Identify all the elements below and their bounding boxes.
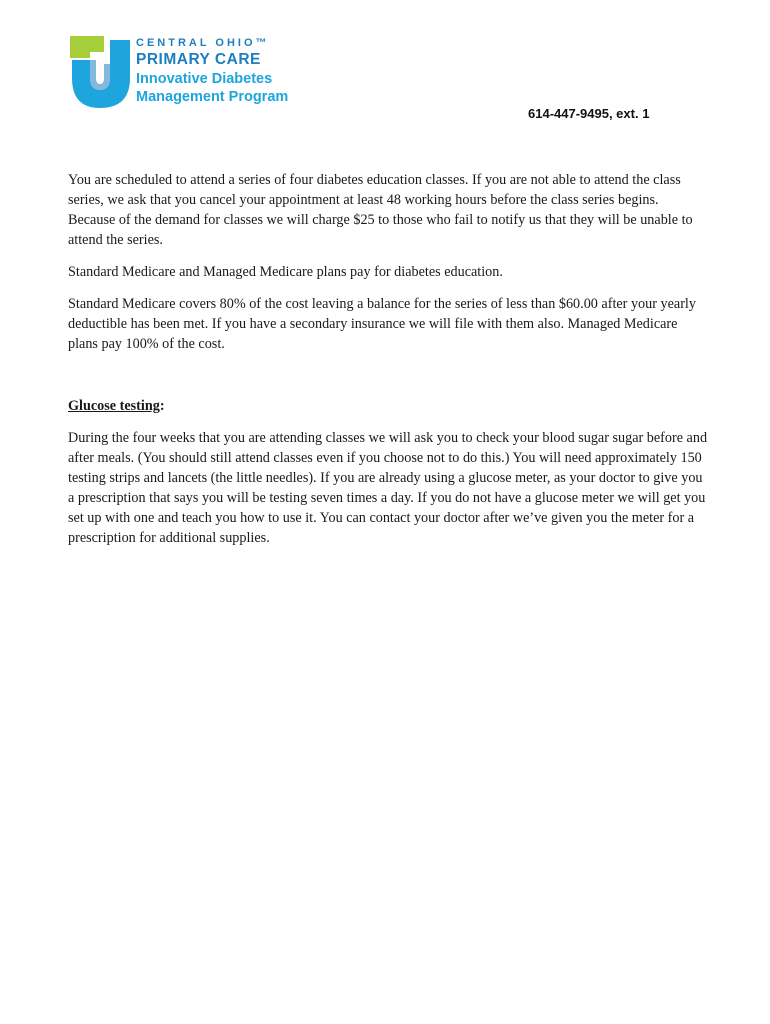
- paragraph-medicare-coverage: Standard Medicare covers 80% of the cost leaving a balance for the series of less than $60.00 after your yearly deductible has been met. If you have a secondary insurance we will file with them also. Managed Medicare plans pay 100% of the cost.: [68, 296, 696, 352]
- logo-org-name: PRIMARY CARE: [136, 51, 261, 68]
- paragraph-glucose-testing: During the four weeks that you are attending classes we will ask you to check your blood sugar sugar before and after meals. (You should still attend classes even if you choose not to do this.) You will need approximately 150 testing strips and lancets (the little needles). If you are already using a glucose meter, as your doctor to give you a prescription that says you will be testing seven times a day. If you do not have a glucose meter we will get you set up with one and teach you how to use it. You can contact your doctor after we’ve given you the meter for a prescription for additional supplies.: [68, 430, 708, 546]
- logo-mark-icon: [68, 34, 132, 110]
- section-heading-colon: :: [159, 398, 165, 414]
- contact-phone: 614-447-9495, ext. 1: [528, 106, 650, 121]
- paragraph-scheduling: You are scheduled to attend a series of four diabetes education classes. If you are not able to attend the class series, we ask that you cancel your appointment at least 48 working hours before the class series begins. Because of the demand for classes we will charge $25 to those who fail to notify us that they will be unable to attend the series.: [68, 172, 693, 248]
- section-heading-text: Glucose testing: [68, 398, 160, 414]
- logo-program-line1: Innovative Diabetes: [136, 71, 273, 87]
- logo-org-line: CENTRAL OHIO™: [136, 37, 270, 49]
- section-spacer: [68, 366, 708, 396]
- organization-logo: [68, 34, 308, 110]
- logo-program-line2: Management Program: [136, 89, 289, 105]
- letter-body: [68, 170, 708, 560]
- paragraph-medicare-plans: Standard Medicare and Managed Medicare plans pay for diabetes education.: [68, 264, 503, 280]
- section-heading-glucose: [68, 396, 708, 416]
